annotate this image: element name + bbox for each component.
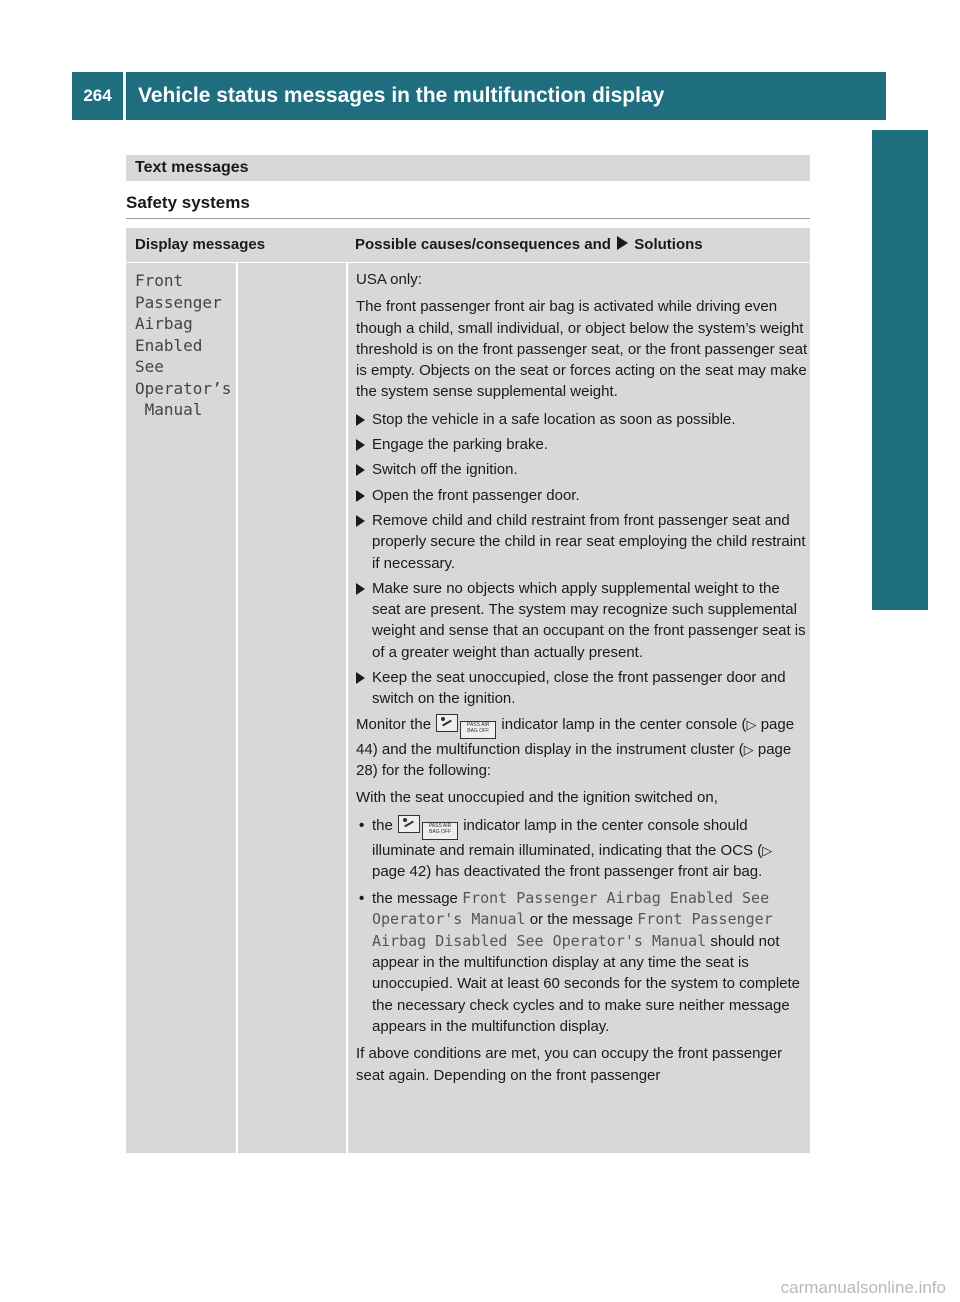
monitor-text: ) for the following: [372,761,492,779]
bullet-text: the message [372,890,458,908]
solutions-content [356,269,808,1092]
bullet-text: should not appear in the multifunction display at any time the seat is unoccupied. Wait at least 60 seconds for the system to complete the necessary check cycles and to make sure neither message appears in the multifunction display. [372,932,800,1035]
subsection-heading: Safety systems [126,193,810,219]
bullet-text: or the message [529,911,634,929]
display-message-inline: Front Passenger Airbag Enabled See Operator's Manual [372,889,770,929]
page-reference[interactable]: page 44 [356,715,795,758]
watermark: carmanualsonline.info [780,1278,946,1297]
bullet-text: ) has deactivated the front passenger front air bag. [426,862,763,880]
passenger-seat-icon [436,714,458,732]
column-header-causes-text: Possible causes/consequences and [355,236,611,253]
step-text: Stop the vehicle in a safe location as soon as possible. [372,410,736,428]
step-arrow-icon [356,490,365,502]
header-bar [72,72,886,120]
step-item [356,485,808,506]
bullet-item [356,888,808,1037]
step-arrow-icon [356,672,365,684]
step-text: Engage the parking brake. [372,436,548,454]
step-item [356,459,808,480]
display-message-inline: Front Passenger Airbag Disabled See Operator's Manual [372,910,773,950]
step-text: Open the front passenger door. [372,486,580,504]
bullet-dot: • [359,816,365,834]
column-header-display-messages: Display messages [135,236,266,253]
display-message-text: Front Passenger Airbag Enabled See Operator’s Manual [135,271,232,419]
page-ref-icon: ▷ [743,741,754,757]
monitor-text: Monitor the [356,715,432,733]
table-header [126,228,810,262]
bullet-text: the [372,816,393,834]
step-arrow-icon [356,439,365,451]
bullet-item [356,815,808,883]
step-arrow-icon [356,414,365,426]
side-tab-label: Practical hints [886,443,911,594]
pass-airbag-off-icon: PASS AIR BAG OFF [422,822,458,840]
pass-airbag-off-icon: PASS AIR BAG OFF [460,721,496,739]
step-arrow-icon [356,464,365,476]
step-item [356,510,808,574]
step-arrow-icon [356,583,365,595]
page-reference[interactable]: page 42 [372,862,427,880]
step-item [356,409,808,430]
step-text: Switch off the ignition. [372,461,518,479]
step-item [356,434,808,455]
step-text: Make sure no objects which apply supplemental weight to the seat are present. The system may recognize such supplemental weight and sense that an occupant on the front passenger seat is of a greater weight than actually present. [372,579,806,661]
step-arrow-icon [356,515,365,527]
page-ref-icon: ▷ [746,716,757,732]
monitor-text: ) and the multifunction display in the instrument cluster ( [372,740,744,758]
solutions-cell [348,263,810,1153]
page-title: Vehicle status messages in the multifunction display [138,84,665,107]
arrow-icon [617,236,628,250]
condition-paragraph: With the seat unoccupied and the ignition switched on, [356,789,718,807]
usa-only-label: USA only: [356,271,422,288]
section-heading: Text messages [126,155,810,181]
bullet-text: indicator lamp in the center console should illuminate and remain illuminated, indicating that the OCS ( [372,816,763,859]
step-text: Keep the seat unoccupied, close the front passenger door and switch on the ignition. [372,669,786,708]
bullet-dot: • [359,890,365,908]
monitor-text: indicator lamp in the center console ( [501,715,747,733]
step-item [356,667,808,710]
step-item [356,578,808,663]
page-ref-icon: ▷ [762,842,773,858]
step-text: Remove child and child restraint from front passenger seat and properly secure the child in rear seat employing the child restraint if necessary. [372,511,806,572]
intro-paragraph: The front passenger front air bag is activated while driving even though a child, small individual, or object below the system’s weight threshold is on the front passenger seat, or the front passenger seat is empty. Objects on the seat or forces acting on the seat may make the system sense supplemental weight. [356,298,808,401]
closing-paragraph: If above conditions are met, you can occupy the front passenger seat again. Depending on the front passenger [356,1045,783,1084]
monitor-paragraph [356,714,808,782]
column-header-solutions [355,236,703,253]
page-number: 264 [72,72,126,120]
passenger-seat-icon [398,815,420,833]
column-header-solutions-text: Solutions [634,236,703,253]
page-reference[interactable]: page 28 [356,740,792,779]
empty-cell [238,263,346,1153]
display-message-cell [126,263,236,1153]
